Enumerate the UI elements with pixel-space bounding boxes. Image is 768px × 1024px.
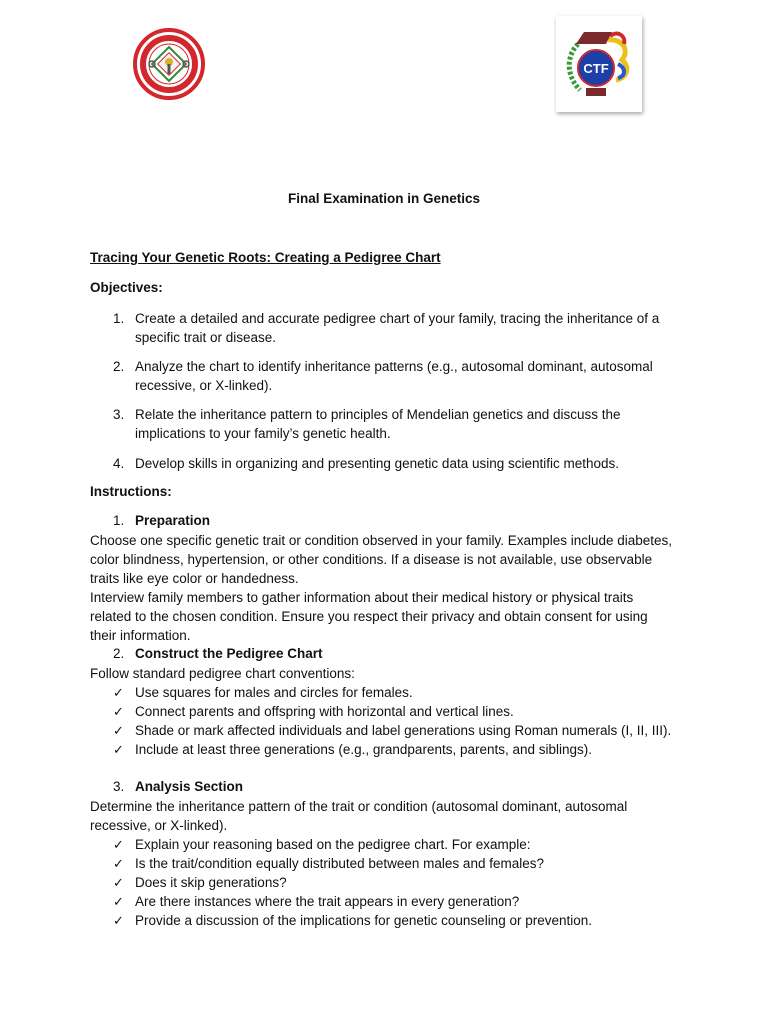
section-construct-heading bbox=[113, 646, 323, 661]
checkmark-icon: ✓ bbox=[113, 894, 124, 909]
checklist-item: ✓ Provide a discussion of the implications for genetic counseling or prevention. bbox=[113, 913, 593, 928]
section-title: Preparation bbox=[135, 513, 211, 528]
preparation-paragraph: Interview family members to gather information about their medical history or physical traits related to the chosen condition. Ensure you respect their privacy and obtain consent for using their information. bbox=[90, 590, 648, 643]
checklist-item: ✓ Does it skip generations? bbox=[113, 875, 287, 890]
objective-text: Create a detailed and accurate pedigree chart of your family, tracing the inheritance of a specific trait or disease. bbox=[135, 311, 660, 345]
checklist-item: ✓ Shade or mark affected individuals and label generations using Roman numerals (I, II, III). bbox=[113, 723, 672, 738]
section-number: 3. bbox=[113, 779, 125, 794]
analysis-checklist bbox=[113, 835, 673, 930]
section-preparation-heading bbox=[113, 513, 210, 528]
objective-item bbox=[113, 309, 693, 347]
checkmark-icon: ✓ bbox=[113, 837, 124, 852]
section-number: 1. bbox=[113, 513, 125, 528]
section-number: 2. bbox=[113, 646, 125, 661]
institute-seal-logo bbox=[131, 28, 207, 100]
checkmark-icon: ✓ bbox=[113, 856, 124, 871]
construct-checklist bbox=[113, 683, 673, 759]
checkmark-icon: ✓ bbox=[113, 742, 124, 757]
checklist-item: ✓ Explain your reasoning based on the pedigree chart. For example: bbox=[113, 837, 531, 852]
checklist-item: ✓ Are there instances where the trait appears in every generation? bbox=[113, 894, 520, 909]
checkmark-icon: ✓ bbox=[113, 875, 124, 890]
ctf-logo-text: CTF bbox=[583, 61, 609, 76]
checkmark-icon: ✓ bbox=[113, 723, 124, 738]
section-title: Construct the Pedigree Chart bbox=[135, 646, 323, 661]
checkmark-icon: ✓ bbox=[113, 913, 124, 928]
section-analysis-heading bbox=[113, 779, 243, 794]
section-title: Analysis Section bbox=[135, 779, 244, 794]
objective-text: Analyze the chart to identify inheritance patterns (e.g., autosomal dominant, autosomal recessive, or X-linked). bbox=[135, 359, 653, 393]
objectives-heading: Objectives: bbox=[90, 280, 163, 295]
objective-number: 1. bbox=[113, 311, 125, 326]
instructions-heading: Instructions: bbox=[90, 484, 172, 499]
analysis-intro: Determine the inheritance pattern of the trait or condition (autosomal dominant, autosomal recessive, or X-linked). bbox=[90, 799, 628, 833]
objective-text: Relate the inheritance pattern to principles of Mendelian genetics and discuss the implications to your family’s genetic health. bbox=[135, 407, 621, 441]
objective-item bbox=[113, 357, 693, 395]
objective-item bbox=[113, 405, 693, 443]
objective-text: Develop skills in organizing and presenting genetic data using scientific methods. bbox=[135, 456, 620, 471]
objective-number: 4. bbox=[113, 456, 125, 471]
preparation-paragraph: Choose one specific genetic trait or condition observed in your family. Examples include diabetes, color blindness, hypertension, or other conditions. If a disease is not available, use observable traits like eye color or handedness. bbox=[90, 533, 673, 586]
checklist-item: ✓ Use squares for males and circles for females. bbox=[113, 685, 413, 700]
document-subtitle: Tracing Your Genetic Roots: Creating a Pedigree Chart bbox=[90, 250, 441, 265]
document-title: Final Examination in Genetics bbox=[287, 191, 481, 206]
checkmark-icon: ✓ bbox=[113, 704, 124, 719]
checkmark-icon: ✓ bbox=[113, 685, 124, 700]
objective-item bbox=[113, 454, 693, 473]
construct-intro: Follow standard pedigree chart conventions: bbox=[90, 666, 355, 681]
ctf-logo bbox=[556, 16, 642, 112]
checklist-item: ✓ Is the trait/condition equally distributed between males and females? bbox=[113, 856, 544, 871]
checklist-item: ✓ Connect parents and offspring with horizontal and vertical lines. bbox=[113, 704, 514, 719]
objective-number: 2. bbox=[113, 359, 125, 374]
checklist-item: ✓ Include at least three generations (e.g., grandparents, parents, and siblings). bbox=[113, 742, 593, 757]
objective-number: 3. bbox=[113, 407, 125, 422]
